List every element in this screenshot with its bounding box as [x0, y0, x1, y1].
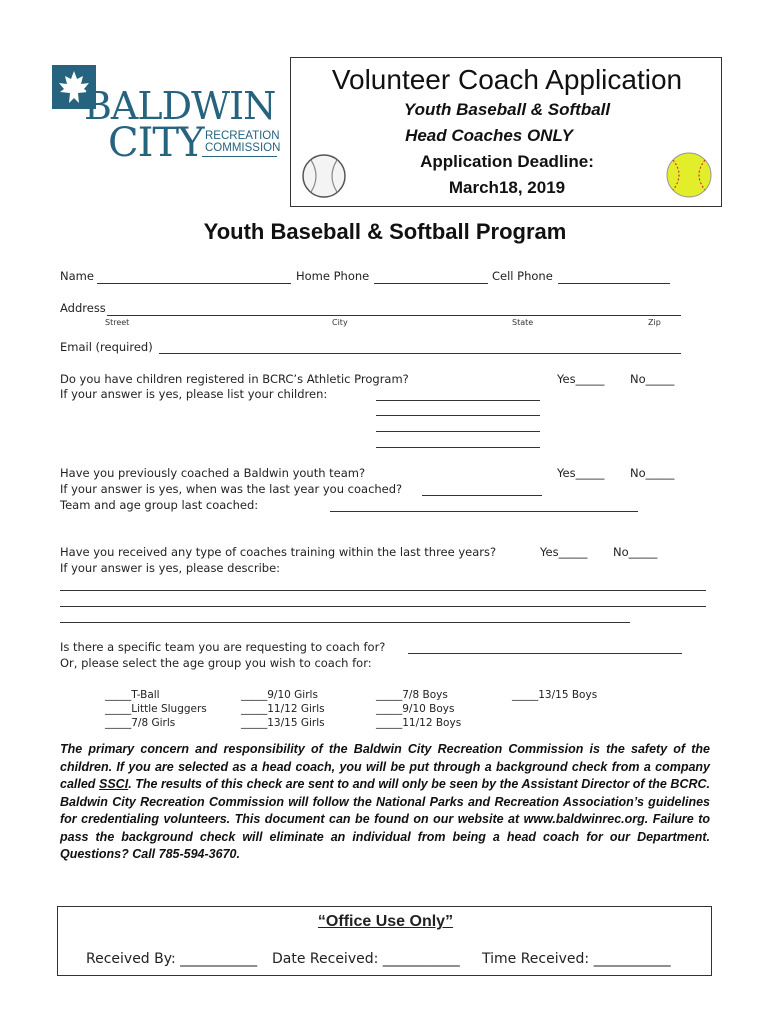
q1-yes[interactable]: Yes_____ — [557, 372, 605, 386]
policy-part-1: The primary concern and responsibility of the Baldwin City Recreation Commission is the safety of the children. If you are selected as a head coach, you will be put through a background check from a company called — [60, 742, 710, 791]
children-field-3[interactable] — [376, 431, 540, 432]
home-phone-field[interactable] — [374, 283, 488, 284]
header-deadline-date: March18, 2019 — [448, 178, 566, 197]
ssci-link: SSCI — [99, 777, 129, 791]
describe-field-2[interactable] — [60, 606, 706, 607]
address-label: Address — [60, 301, 106, 315]
team-last-coached-field[interactable] — [330, 511, 638, 512]
cell-phone-label: Cell Phone — [492, 269, 553, 283]
home-phone-label: Home Phone — [296, 269, 370, 283]
age-11-12-boys[interactable]: _____11/12 Boys — [376, 717, 462, 729]
q4-specific-team: Is there a specific team you are requesting to coach for? — [60, 640, 386, 654]
softball-icon — [663, 150, 715, 200]
date-received: Date Received: ___________ — [272, 951, 460, 967]
logo-word-city: CITY — [108, 120, 204, 166]
header-head-coaches: Head Coaches ONLY — [405, 126, 573, 145]
children-field-2[interactable] — [376, 415, 540, 416]
logo-sub-recreation: RECREATION — [205, 130, 280, 142]
age-group-col-2 — [241, 688, 325, 730]
logo-underline — [202, 156, 277, 157]
age-little-sluggers[interactable]: _____Little Sluggers — [105, 703, 207, 715]
city-label: City — [332, 318, 348, 327]
age-tball[interactable]: _____T-Ball — [105, 689, 160, 701]
age-13-15-girls[interactable]: _____13/15 Girls — [241, 717, 325, 729]
logo-word-baldwin: BALDWIN — [84, 84, 276, 128]
application-title: Volunteer Coach Application — [331, 64, 683, 95]
describe-field-3[interactable] — [60, 622, 630, 623]
q4-follow: Or, please select the age group you wish to coach for: — [60, 656, 372, 670]
logo-sub-commission: COMMISSION — [205, 142, 281, 154]
last-year-coached-field[interactable] — [422, 495, 542, 496]
age-11-12-girls[interactable]: _____11/12 Girls — [241, 703, 325, 715]
time-received: Time Received: ___________ — [482, 951, 671, 967]
q3-coaches-training: Have you received any type of coaches training within the last three years? — [60, 545, 497, 559]
q1-no[interactable]: No_____ — [630, 372, 675, 386]
application-header-box — [290, 57, 722, 207]
q2-team-label: Team and age group last coached: — [60, 498, 259, 512]
name-label: Name — [60, 269, 94, 283]
specific-team-field[interactable] — [408, 653, 682, 654]
baseball-icon — [299, 152, 349, 200]
children-field-1[interactable] — [376, 400, 540, 401]
q2-no[interactable]: No_____ — [630, 466, 675, 480]
q2-yes[interactable]: Yes_____ — [557, 466, 605, 480]
office-use-box — [57, 906, 712, 976]
q1-children-registered: Do you have children registered in BCRC’s Athletic Program? — [60, 372, 409, 386]
baldwin-city-logo — [52, 62, 281, 166]
age-7-8-boys[interactable]: _____7/8 Boys — [376, 689, 448, 701]
street-label: Street — [105, 318, 130, 327]
children-field-4[interactable] — [376, 447, 540, 448]
q3-yes[interactable]: Yes_____ — [540, 545, 588, 559]
age-group-col-4 — [512, 688, 597, 702]
age-9-10-boys[interactable]: _____9/10 Boys — [376, 703, 455, 715]
age-13-15-boys[interactable]: _____13/15 Boys — [512, 689, 598, 701]
q3-no[interactable]: No_____ — [613, 545, 658, 559]
q2-follow: If your answer is yes, when was the last year you coached? — [60, 482, 403, 496]
cell-phone-field[interactable] — [558, 283, 670, 284]
email-label: Email (required) — [60, 340, 153, 354]
q1-follow: If your answer is yes, please list your children: — [60, 387, 328, 401]
header-youth-baseball: Youth Baseball & Softball — [403, 100, 611, 119]
email-field[interactable] — [159, 353, 681, 354]
header-deadline-label: Application Deadline: — [420, 152, 594, 171]
received-by: Received By: ___________ — [86, 951, 258, 967]
office-use-title: “Office Use Only” — [317, 913, 454, 930]
state-label: State — [512, 318, 534, 327]
age-group-col-3 — [376, 688, 461, 730]
background-check-policy — [60, 741, 710, 864]
age-group-col-1 — [105, 688, 207, 730]
age-7-8-girls[interactable]: _____7/8 Girls — [105, 717, 176, 729]
program-title: Youth Baseball & Softball Program — [203, 219, 567, 244]
q3-follow: If your answer is yes, please describe: — [60, 561, 281, 575]
zip-label: Zip — [648, 318, 661, 327]
q2-previously-coached: Have you previously coached a Baldwin youth team? — [60, 466, 366, 480]
name-field[interactable] — [97, 283, 291, 284]
age-9-10-girls[interactable]: _____9/10 Girls — [241, 689, 318, 701]
address-field[interactable] — [107, 315, 681, 316]
describe-field-1[interactable] — [60, 590, 706, 591]
policy-part-2: . The results of this check are sent to and will only be seen by the Assistant Director of the BCRC. Baldwin City Recreation Commission will follow the National Parks and Recreation Association’s guidelines for credentialing volunteers. This document can be found on our website at www.baldwinrec.org. Failure to pass the background check will eliminate an individual from being a head coach for our Department. Questions? Call 785-594-3670. — [60, 777, 710, 861]
